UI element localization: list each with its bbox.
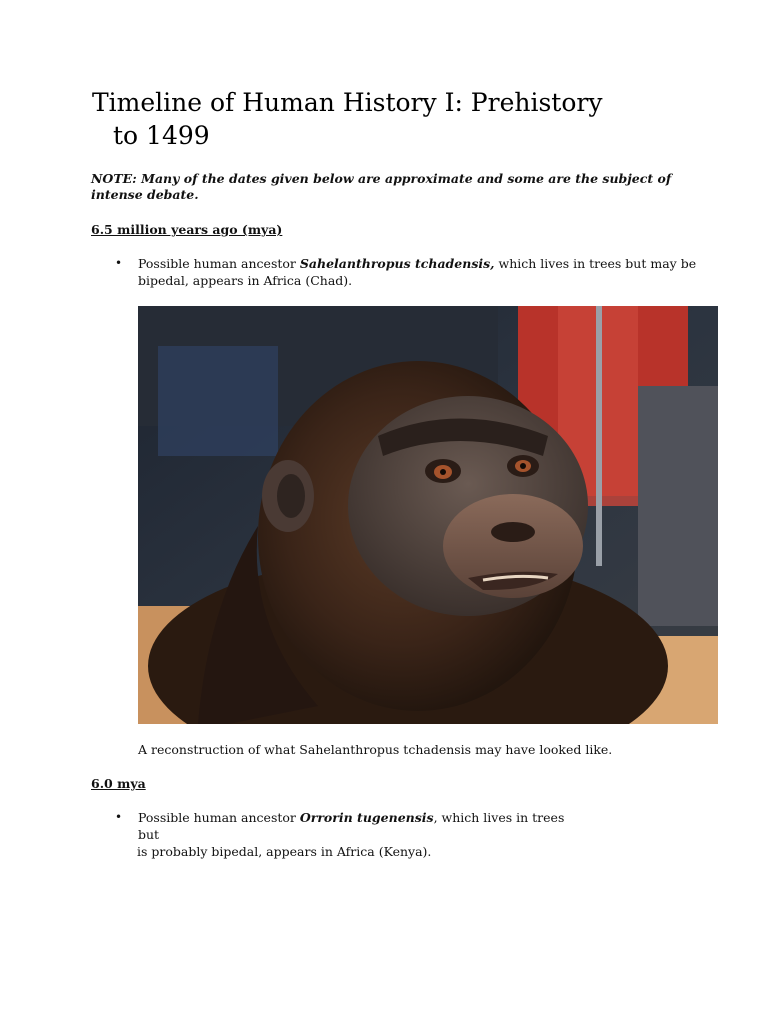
sahelanthropus-reconstruction-image xyxy=(138,306,718,724)
species-name: Sahelanthropus tchadensis, xyxy=(299,256,495,271)
section-heading-6-5-mya: 6.5 million years ago (mya) xyxy=(91,222,283,237)
image-caption: A reconstruction of what Sahelanthropus tchadensis may have looked like. xyxy=(138,742,613,757)
bullet-sahelanthropus xyxy=(115,255,698,289)
bullet-icon: • xyxy=(115,256,123,270)
bullet-text: which lives in trees but may be bipedal, appears in Africa (Chad). xyxy=(138,256,697,288)
section-heading-6-0-mya: 6.0 mya xyxy=(91,776,146,791)
note-paragraph: NOTE: Many of the dates given below are approximate and some are the subject of intense debate. xyxy=(91,171,672,202)
title-line-2: to 1499 xyxy=(113,121,210,150)
bullet-orrorin xyxy=(115,809,578,860)
bullet-icon: • xyxy=(115,810,123,824)
species-name: Orrorin tugenensis xyxy=(299,810,434,825)
document-title xyxy=(92,86,692,152)
bullet-text: Possible human ancestor xyxy=(138,810,300,825)
title-line-1: Timeline of Human History I: Prehistory xyxy=(92,88,603,117)
bullet-text-line-2: is probably bipedal, appears in Africa (Kenya). xyxy=(137,844,432,859)
bullet-text: Possible human ancestor xyxy=(138,256,300,271)
bullet-text: , which lives in trees but xyxy=(138,810,565,842)
